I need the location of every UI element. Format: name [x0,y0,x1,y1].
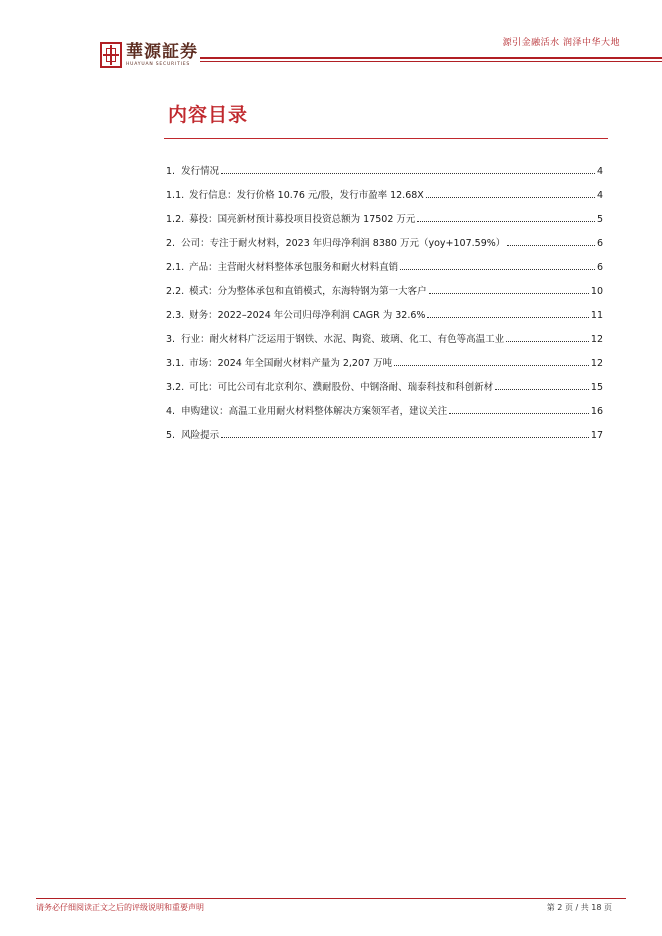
footer-divider [36,898,626,899]
toc-page-number: 6 [596,238,603,249]
toc-entry-text: 募投：国亮新材预计募投项目投资总额为 17502 万元 [189,214,416,225]
header-slogan: 源引金融活水 润泽中华大地 [502,38,620,48]
table-of-contents [166,153,603,441]
toc-entry[interactable]: 2.1. 产品：主营耐火材料整体承包服务和耐火材料直销 6 [166,249,603,273]
toc-page-number: 10 [590,286,603,297]
toc-dot-leader [417,221,595,222]
toc-entry-text: 产品：主营耐火材料整体承包服务和耐火材料直销 [189,262,399,273]
footer-disclaimer: 请务必仔细阅读正文之后的评级说明和重要声明 [36,903,204,912]
toc-entry-text: 可比：可比公司有北京利尔、濮耐股份、中钢洛耐、瑞泰科技和科创新材 [189,382,494,393]
toc-dot-leader [427,317,588,318]
logo-seal-icon [100,42,122,68]
page-header [0,0,662,75]
toc-page-number: 4 [596,190,603,201]
toc-dot-leader [400,269,595,270]
toc-page-number: 4 [596,166,603,177]
toc-dot-leader [507,245,595,246]
header-divider [200,57,662,59]
toc-entry-text: 市场：2024 年全国耐火材料产量为 2,207 万吨 [189,358,393,369]
toc-page-number: 15 [590,382,603,393]
toc-dot-leader [221,173,595,174]
toc-dot-leader [449,413,589,414]
toc-entry-text: 财务：2022–2024 年公司归母净利润 CAGR 为 32.6% [189,310,426,321]
toc-page-number: 5 [596,214,603,225]
toc-title: 内容目录 [168,104,249,126]
toc-entry-text: 模式：分为整体承包和直销模式，东海特钢为第一大客户 [189,286,427,297]
toc-entry[interactable]: 1. 发行情况 4 [166,153,603,177]
toc-dot-leader [506,341,589,342]
toc-entry[interactable]: 1.2. 募投：国亮新材预计募投项目投资总额为 17502 万元 5 [166,201,603,225]
toc-page-number: 12 [590,334,603,345]
toc-entry[interactable]: 4. 申购建议：高温工业用耐火材料整体解决方案领军者，建议关注 16 [166,393,603,417]
toc-entry[interactable]: 2.3. 财务：2022–2024 年公司归母净利润 CAGR 为 32.6% 11 [166,297,603,321]
logo-chinese-name: 華源証券 [126,42,198,62]
toc-page-number: 6 [596,262,603,273]
toc-entry-text: 发行信息：发行价格 10.76 元/股，发行市盈率 12.68X [189,190,424,201]
toc-entry-text: 申购建议：高温工业用耐火材料整体解决方案领军者，建议关注 [181,406,448,417]
toc-title-rule [164,138,608,139]
toc-entry[interactable]: 5. 风险提示 17 [166,417,603,441]
toc-dot-leader [394,365,589,366]
toc-entry[interactable]: 3. 行业：耐火材料广泛运用于钢铁、水泥、陶瓷、玻璃、化工、有色等高温工业 12 [166,321,603,345]
header-divider-thin [200,61,662,62]
toc-dot-leader [221,437,589,438]
toc-entry[interactable]: 3.1. 市场：2024 年全国耐火材料产量为 2,207 万吨 12 [166,345,603,369]
logo-english-name: HUAYUAN SECURITIES [126,62,191,67]
toc-entry[interactable]: 2.2. 模式：分为整体承包和直销模式，东海特钢为第一大客户 10 [166,273,603,297]
toc-dot-leader [495,389,589,390]
toc-page-number: 17 [590,430,603,441]
toc-entry[interactable]: 3.2. 可比：可比公司有北京利尔、濮耐股份、中钢洛耐、瑞泰科技和科创新材 15 [166,369,603,393]
toc-entry[interactable]: 1.1. 发行信息：发行价格 10.76 元/股，发行市盈率 12.68X 4 [166,177,603,201]
company-logo [100,40,198,70]
toc-page-number: 12 [590,358,603,369]
toc-dot-leader [426,197,595,198]
toc-entry[interactable]: 2. 公司：专注于耐火材料，2023 年归母净利润 8380 万元（yoy+107.59%） 6 [166,225,603,249]
toc-entry-text: 风险提示 [181,430,220,441]
toc-dot-leader [429,293,589,294]
footer-page-info: 第 2 页 / 共 18 页 [546,903,612,912]
toc-entry-text: 行业：耐火材料广泛运用于钢铁、水泥、陶瓷、玻璃、化工、有色等高温工业 [181,334,505,345]
toc-page-number: 16 [590,406,603,417]
toc-page-number: 11 [590,310,603,321]
toc-entry-text: 公司：专注于耐火材料，2023 年归母净利润 8380 万元（yoy+107.59%） [181,238,506,249]
toc-entry-text: 发行情况 [181,166,220,177]
